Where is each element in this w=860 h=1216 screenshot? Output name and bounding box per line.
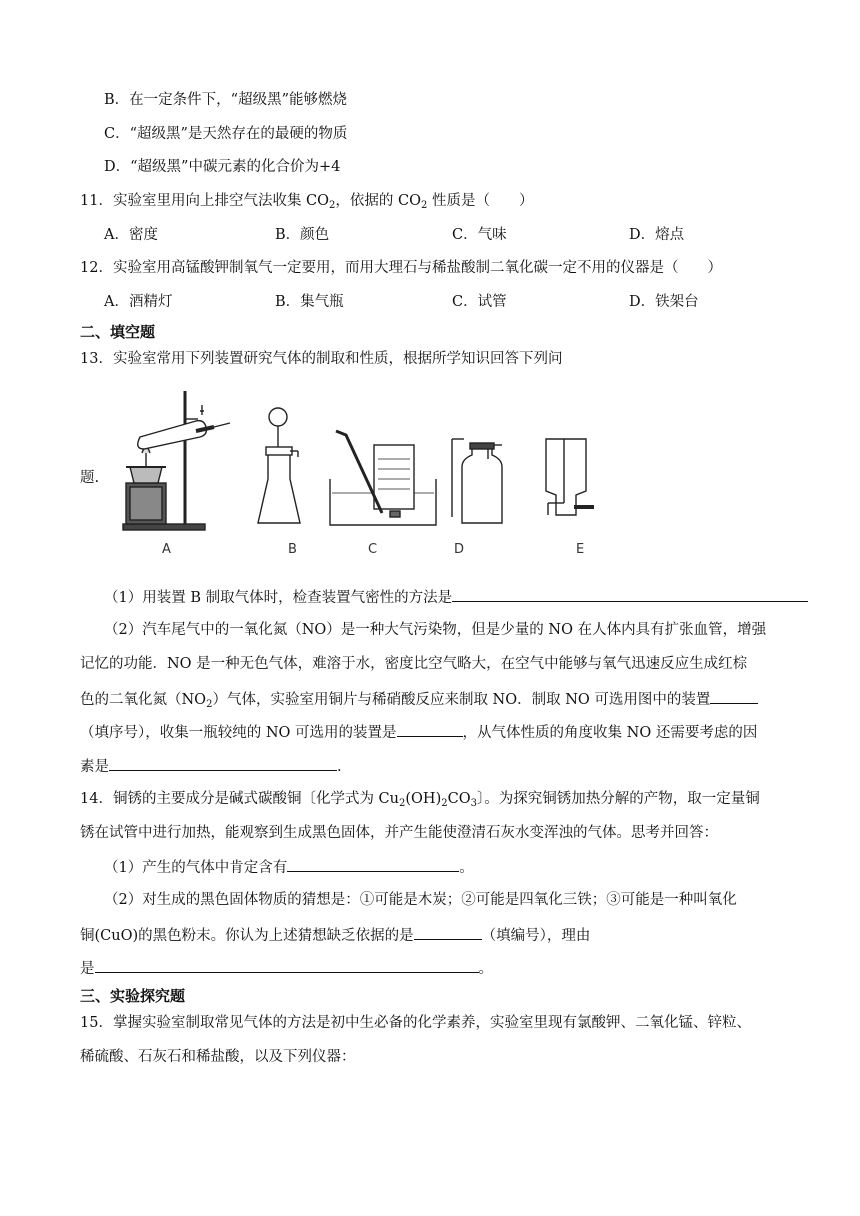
q14-text: CO [447, 791, 471, 807]
q14-gas-answer-blank[interactable] [287, 856, 459, 872]
q11-stem-part: 性质是（ ） [427, 193, 534, 209]
apparatus-figure [118, 383, 618, 563]
q14-text: 〕。为探究铜锈加热分解的产物，取一定量铜 [476, 791, 760, 807]
q13-part1 [104, 586, 808, 608]
q14-subscript: 2 [441, 798, 448, 809]
q10-option-d: D．“超级黑”中碳元素的化合价为+4 [104, 159, 341, 175]
q11-stem-part: ，依据的 CO [335, 193, 422, 209]
q13-part2-line4 [80, 721, 757, 743]
q10-option-c: C．“超级黑”是天然存在的最硬的物质 [104, 126, 348, 142]
q13-part2-text: ）气体，实验室用铜片与稀硝酸反应来制取 NO．制取 NO 可选用图中的装置 [212, 692, 711, 708]
q11-stem [80, 191, 534, 211]
q13-part2-line3 [80, 688, 758, 710]
q13-part1-answer-blank[interactable] [452, 586, 808, 602]
q14-stem-line2: 锈在试管中进行加热，能观察到生成黑色固体，并产生能使澄清石灰水变浑浊的气体。思考并回答： [80, 825, 718, 841]
apparatus-d-gas-bottle [452, 439, 502, 523]
q12-option-a: A．酒精灯 [104, 294, 173, 310]
q11-subscript: 2 [421, 200, 428, 211]
q14-reason-answer-blank[interactable] [95, 957, 479, 973]
q14-text: 铜(CuO)的黑色粉末。你认为上述猜想缺乏依据的是 [80, 928, 414, 944]
q11-option-d: D．熔点 [629, 227, 685, 243]
figure-label-c: C [368, 542, 378, 557]
figure-label-d: D [454, 542, 465, 557]
apparatus-c-water-trough [330, 431, 436, 525]
q14-part2-line2 [80, 924, 590, 946]
q13-apparatus-answer-blank[interactable] [710, 688, 758, 704]
q11-option-b: B．颜色 [275, 227, 330, 243]
q15-stem-line1: 15．掌握实验室制取常见气体的方法是初中生必备的化学素养，实验室里现有氯酸钾、二氧化锰、锌粒、 [80, 1015, 751, 1031]
q13-part2-line5 [80, 755, 342, 777]
q11-option-a: A．密度 [104, 227, 158, 243]
q11-stem-part: 11．实验室里用向上排空气法收集 CO [80, 193, 330, 209]
q12-option-c: C．试管 [452, 294, 507, 310]
apparatus-a-heating-setup [123, 391, 230, 530]
q14-subscript: 2 [399, 798, 406, 809]
q14-subscript: 3 [470, 798, 477, 809]
q13-part2-text: （填序号），收集一瓶较纯的 NO 可选用的装置是 [80, 725, 397, 741]
q12-option-d: D．铁架台 [629, 294, 699, 310]
apparatus-e-side-tube-bottle [546, 439, 594, 515]
q13-stem-continuation: 题. [80, 470, 100, 486]
q14-text: 是 [80, 961, 95, 977]
q14-text: (OH) [405, 791, 442, 807]
q14-text: 。 [478, 961, 493, 977]
q14-text: 14．铜锈的主要成分是碱式碳酸铜〔化学式为 Cu [80, 791, 399, 807]
apparatus-b-flask-funnel [258, 408, 300, 523]
q13-part2-line2: 记忆的功能．NO 是一种无色气体，难溶于水，密度比空气略大，在空气中能够与氧气迅速反应生成红棕 [80, 656, 748, 672]
q13-part2-text: ，从气体性质的角度收集 NO 还需要考虑的因 [462, 725, 758, 741]
q13-factor-answer-blank[interactable] [109, 755, 337, 771]
q13-part2-text: 色的二氧化氮（NO [80, 692, 207, 708]
q14-part2-line1: （2）对生成的黑色固体物质的猜想是：①可能是木炭；②可能是四氧化三铁；③可能是一种叫氧化 [104, 892, 737, 908]
section-title-experiment: 三、实验探究题 [80, 987, 186, 1005]
q14-text: （填编号），理由 [481, 928, 591, 944]
q13-stem: 13．实验室常用下列装置研究气体的制取和性质，根据所学知识回答下列问 [80, 351, 563, 367]
q13-subscript: 2 [206, 699, 213, 710]
q13-part1-text: （1）用装置 B 制取气体时，检查装置气密性的方法是 [104, 590, 453, 606]
q14-guess-answer-blank[interactable] [414, 924, 482, 940]
q14-part2-line3 [80, 957, 493, 979]
q11-subscript: 2 [329, 200, 336, 211]
figure-label-e: E [576, 542, 585, 557]
figure-label-a: A [162, 542, 171, 557]
figure-label-b: B [288, 542, 297, 557]
q12-stem: 12．实验室用高锰酸钾制氧气一定要用，而用大理石与稀盐酸制二氧化碳一定不用的仪器是（ ） [80, 260, 722, 276]
section-title-fill-in: 二、填空题 [80, 323, 156, 341]
q14-stem-line1 [80, 789, 760, 809]
q12-option-b: B．集气瓶 [275, 294, 344, 310]
q11-option-c: C．气味 [452, 227, 507, 243]
q13-part2-text: 素是 [80, 759, 109, 775]
q13-collect-answer-blank[interactable] [397, 721, 463, 737]
q14-part1 [104, 856, 474, 878]
q14-text: 。 [459, 860, 474, 876]
q15-stem-line2: 稀硫酸、石灰石和稀盐酸，以及下列仪器： [80, 1049, 356, 1065]
q13-part2-text: . [337, 759, 342, 775]
q10-option-b: B．在一定条件下，“超级黑”能够燃烧 [104, 92, 347, 108]
q13-part2-line1: （2）汽车尾气中的一氧化氮（NO）是一种大气污染物，但是少量的 NO 在人体内具有扩张血管，增强 [104, 622, 767, 638]
q14-text: （1）产生的气体中肯定含有 [104, 860, 288, 876]
